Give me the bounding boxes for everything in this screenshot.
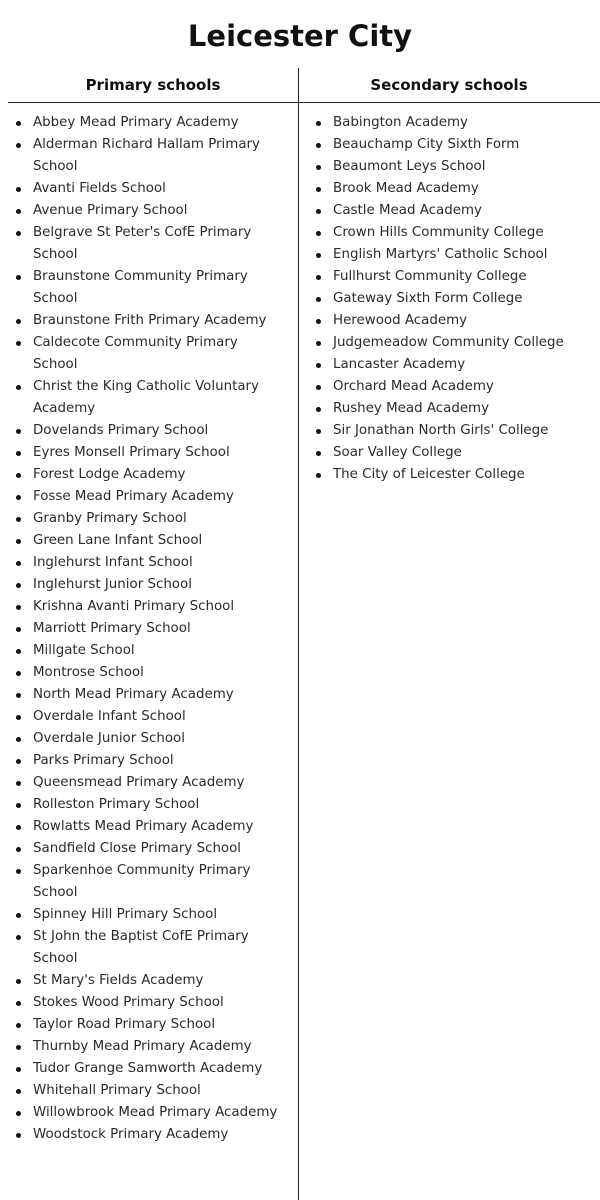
secondary-school-item: Rushey Mead Academy <box>314 398 598 420</box>
secondary-school-item: English Martyrs' Catholic School <box>314 244 598 266</box>
page-title: Leicester City <box>187 19 413 53</box>
primary-school-item: St John the Baptist CofE Primary School <box>14 926 284 970</box>
secondary-school-item: Lancaster Academy <box>314 354 598 376</box>
secondary-school-item: Castle Mead Academy <box>314 200 598 222</box>
primary-school-item: Queensmead Primary Academy <box>14 772 284 794</box>
primary-school-item: Braunstone Frith Primary Academy <box>14 310 284 332</box>
primary-school-item: Rolleston Primary School <box>14 794 284 816</box>
secondary-school-item: Fullhurst Community College <box>314 266 598 288</box>
primary-schools-list <box>14 112 284 1146</box>
primary-school-item: Caldecote Community Primary School <box>14 332 284 376</box>
column-divider <box>298 68 299 1200</box>
primary-school-item: Overdale Infant School <box>14 706 284 728</box>
primary-school-item: Krishna Avanti Primary School <box>14 596 284 618</box>
primary-school-item: Fosse Mead Primary Academy <box>14 486 284 508</box>
primary-school-item: Forest Lodge Academy <box>14 464 284 486</box>
primary-school-item: Millgate School <box>14 640 284 662</box>
primary-school-item: Dovelands Primary School <box>14 420 284 442</box>
primary-school-item: Spinney Hill Primary School <box>14 904 284 926</box>
primary-school-item: Eyres Monsell Primary School <box>14 442 284 464</box>
secondary-school-item: Crown Hills Community College <box>314 222 598 244</box>
primary-school-item: St Mary's Fields Academy <box>14 970 284 992</box>
primary-school-item: Green Lane Infant School <box>14 530 284 552</box>
secondary-school-item: Sir Jonathan North Girls' College <box>314 420 598 442</box>
primary-school-item: Avenue Primary School <box>14 200 284 222</box>
primary-school-item: Inglehurst Infant School <box>14 552 284 574</box>
primary-school-item: Whitehall Primary School <box>14 1080 284 1102</box>
secondary-school-item: Beaumont Leys School <box>314 156 598 178</box>
secondary-school-item: Beauchamp City Sixth Form <box>314 134 598 156</box>
primary-school-item: Stokes Wood Primary School <box>14 992 284 1014</box>
primary-school-item: Granby Primary School <box>14 508 284 530</box>
primary-school-item: Montrose School <box>14 662 284 684</box>
secondary-school-item: The City of Leicester College <box>314 464 598 486</box>
primary-schools-header: Primary schools <box>85 76 221 94</box>
primary-school-item: Abbey Mead Primary Academy <box>14 112 284 134</box>
primary-school-item: Braunstone Community Primary School <box>14 266 284 310</box>
primary-school-item: Inglehurst Junior School <box>14 574 284 596</box>
primary-school-item: Taylor Road Primary School <box>14 1014 284 1036</box>
secondary-school-item: Gateway Sixth Form College <box>314 288 598 310</box>
secondary-school-item: Soar Valley College <box>314 442 598 464</box>
secondary-school-item: Brook Mead Academy <box>314 178 598 200</box>
secondary-schools-header: Secondary schools <box>370 76 528 94</box>
primary-school-item: Willowbrook Mead Primary Academy <box>14 1102 284 1124</box>
primary-school-item: Parks Primary School <box>14 750 284 772</box>
primary-school-item: North Mead Primary Academy <box>14 684 284 706</box>
secondary-school-item: Babington Academy <box>314 112 598 134</box>
primary-school-item: Marriott Primary School <box>14 618 284 640</box>
secondary-school-item: Herewood Academy <box>314 310 598 332</box>
header-rule <box>8 102 600 103</box>
primary-school-item: Sparkenhoe Community Primary School <box>14 860 284 904</box>
primary-school-item: Thurnby Mead Primary Academy <box>14 1036 284 1058</box>
primary-school-item: Woodstock Primary Academy <box>14 1124 284 1146</box>
primary-school-item: Rowlatts Mead Primary Academy <box>14 816 284 838</box>
primary-school-item: Belgrave St Peter's CofE Primary School <box>14 222 284 266</box>
primary-school-item: Sandfield Close Primary School <box>14 838 284 860</box>
secondary-school-item: Judgemeadow Community College <box>314 332 598 354</box>
primary-school-item: Overdale Junior School <box>14 728 284 750</box>
primary-school-item: Tudor Grange Samworth Academy <box>14 1058 284 1080</box>
primary-school-item: Christ the King Catholic Voluntary Academy <box>14 376 284 420</box>
primary-school-item: Avanti Fields School <box>14 178 284 200</box>
secondary-schools-list <box>314 112 598 486</box>
secondary-school-item: Orchard Mead Academy <box>314 376 598 398</box>
primary-school-item: Alderman Richard Hallam Primary School <box>14 134 284 178</box>
